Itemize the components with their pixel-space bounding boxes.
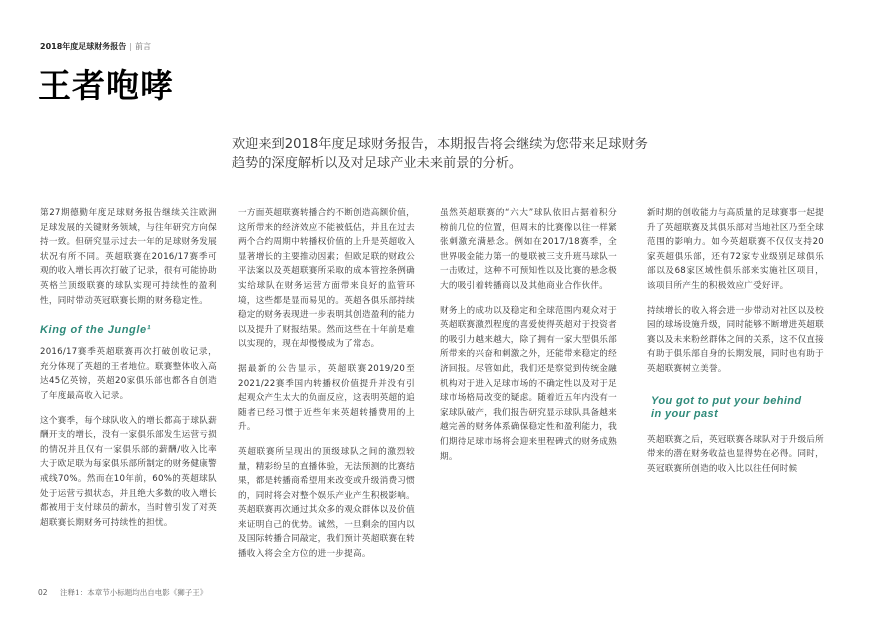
column-1-paragraph-2: 2016/17赛季英超联赛再次打破创收记录，充分体现了英超的王者地位。联赛整体收入高达45亿英镑，英超20家俱乐部也都各自创造了年度最高收入记录。 xyxy=(40,347,217,401)
column-2-paragraph-2: 据最新的公告显示，英超联赛2019/20至2021/22赛季国内转播权价值提升并没有引起观众产生太大的负面反应，这表明英超的追随者已经习惯于近些年来英超转播费用的上升。 xyxy=(238,363,415,433)
column-3-paragraph-2: 财务上的成功以及稳定和全球范围内观众对于英超联赛激烈程度的喜爱使得英超对于投资者的吸引力越来越大，除了拥有一家大型俱乐部所带来的兴奋和刺激之外，还能带来稳定的经济回报。尽管如此，我们还是察觉到传统金融机构对于进入足球市场的不确定性以及对于足球市场格局改变的疑虑。随着近五年内没有一家球队破产，我们报告研究显示球队具备越来越完善的财务体系确保稳定性和盈利能力，我们期待足球市场将会迎来里程碑式的财务成熟期。 xyxy=(440,305,617,462)
subheading-put-your-behind xyxy=(651,395,824,421)
subheading-line-2: in your past xyxy=(651,407,719,420)
text-column-3 xyxy=(440,206,617,474)
column-2-paragraph-1: 一方面英超联赛转播合约不断创造高额价值，这所带来的经济效应不能被低估，并且在过去两个合约周期中转播权价值的上升是英超收入显著增长的主要推动因素；但欧足联的财政公平法案以及英超联赛所采取的成本管控条例确实给球队在财务运营方面带来良好的监管环境，这些都是显而易见的。英超各俱乐部持续稳定的财务表现进一步表明其创造盈利的能力以及提升了财报结果。然而这些在十年前是难以实现的，现在却慢慢成为了常态。 xyxy=(238,208,415,350)
text-column-4 xyxy=(647,206,824,486)
section-name: 前言 xyxy=(134,42,151,51)
column-4-paragraph-3: 英超联赛之后，英冠联赛各球队对于升级后所带来的潜在财务收益也显得势在必得。同时，英冠联赛所创造的收入比以往任何时候 xyxy=(647,434,824,474)
column-1-paragraph-3: 这个赛季，每个球队收入的增长都高于球队薪酬开支的增长，没有一家俱乐部发生运营亏损的情况并且仅有一家俱乐部的薪酬/收入比率大于欧足联为每家俱乐部所制定的财务健康警戒线70%。然而在10年前，60%的英超球队处于运营亏损状态，并且绝大多数的收入增长都被用于支付球员的薪水，当时曾引发了对英超联赛长期财务可持续性的担忧。 xyxy=(40,415,217,528)
column-4-paragraph-2: 持续增长的收入将会进一步带动对社区以及校园的球场设施升级，同时能够不断增进英超联赛以及未来粉丝群体之间的关系，这不仅直接有助于俱乐部自身的长期发展，同时也有助于英超联赛树立美誉。 xyxy=(647,305,824,374)
report-title: 2018年度足球财务报告 xyxy=(40,42,127,51)
intro-paragraph xyxy=(232,135,648,173)
text-column-1 xyxy=(40,206,217,540)
intro-line-1: 欢迎来到2018年度足球财务报告，本期报告将会继续为您带来足球财务 xyxy=(232,137,648,152)
column-4-paragraph-1: 新时期的创收能力与高质量的足球赛事一起提升了英超联赛及其俱乐部对当地社区乃至全球范围的影响力。如今英超联赛不仅仅支持20家英超俱乐部，还有72家专业级别足球俱乐部以及68家区域性俱乐部来实施社区项目，该项目所产生的积极效应广受好评。 xyxy=(647,208,824,291)
subheading-king-of-the-jungle: King of the Jungle¹ xyxy=(40,324,152,337)
subheading-line-1: You got to put your behind xyxy=(651,394,802,407)
intro-line-2: 趋势的深度解析以及对足球产业未来前景的分析。 xyxy=(232,156,523,171)
text-column-2 xyxy=(238,206,415,572)
column-2-paragraph-3: 英超联赛所呈现出的顶级球队之间的激烈较量，精彩纷呈的直播体验，无法预测的比赛结果，都是转播商希望用来改变或升级消费习惯的，同时将会对整个娱乐产业产生积极影响。英超联赛再次通过其众多的观众群体以及价值来证明自己的优势。诚然，一旦剩余的国内以及国际转播合同敲定，我们预计英超联赛在转播收入将会全方位的进一步提高。 xyxy=(238,446,415,560)
header-separator: | xyxy=(129,42,132,51)
report-header xyxy=(40,42,151,52)
column-1-paragraph-1: 第27期德勤年度足球财务报告继续关注欧洲足球发展的关键财务领域，与往年研究方向保持一致。但研究显示过去一年的足球财务发展状况有所不同。英超联赛在2016/17赛季可观的收入增长再次打破了记录，很有可能协助英格兰顶级联赛的球队实现可持续性的盈利性，同时带动英冠联赛长期的财务稳定性。 xyxy=(40,208,217,306)
footnote: 注释1：本章节小标题均出自电影《狮子王》 xyxy=(60,588,208,597)
page-title: 王者咆哮 xyxy=(38,66,174,105)
page-number: 02 xyxy=(38,588,48,597)
column-3-paragraph-1: 虽然英超联赛的“六大”球队依旧占据着积分榜前几位的位置，但周末的比赛像以往一样紧张刺激充满悬念。例如在2017/18赛季，全世界吸金能力第一的曼联被三支升班马球队一一击败过，这种不可预知性以及比赛的悬念极大的吸引着转播商以及其他商业合作伙伴。 xyxy=(440,208,617,291)
